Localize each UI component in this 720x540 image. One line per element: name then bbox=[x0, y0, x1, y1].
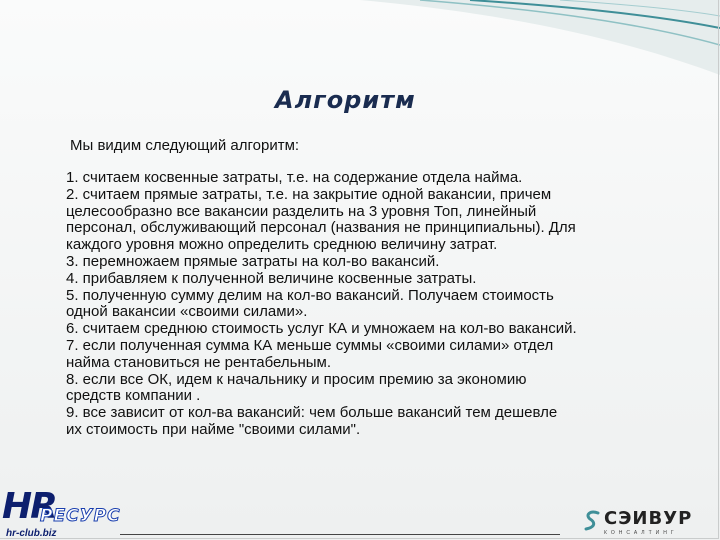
hr-resurs-logo bbox=[2, 486, 121, 540]
slide-title: Алгоритм bbox=[275, 86, 416, 114]
step-line: 2. считаем прямые затраты, т.е. на закрытие одной вакансии, причем bbox=[66, 185, 552, 203]
company-logo-icon bbox=[584, 510, 600, 532]
step-line: одной вакансии «своими силами». bbox=[66, 303, 308, 321]
step-line: персонал, обслуживающий персонал (названия не принципиальны). Для bbox=[66, 219, 576, 237]
step-line: 4. прибавляем к полученной величине косвенные затраты. bbox=[66, 269, 477, 287]
step-line: 6. считаем среднюю стоимость услуг КА и умножаем на кол-во вакансий. bbox=[66, 320, 577, 338]
step-line: 3. перемножаем прямые затраты на кол-во вакансий. bbox=[66, 252, 440, 270]
footer-divider bbox=[120, 534, 560, 535]
step-line: 5. полученную сумму делим на кол-во вакансий. Получаем стоимость bbox=[66, 286, 554, 304]
step-line: целесообразно все вакансии разделить на 3 уровня Топ, линейный bbox=[66, 202, 537, 220]
hr-logo-letters: HR bbox=[2, 486, 56, 527]
step-line: 9. все зависит от кол-ва вакансий: чем больше вакансий тем дешевле bbox=[66, 404, 558, 422]
company-logo-name: СЭИВУР bbox=[604, 508, 693, 529]
hr-logo-url: hr-club.biz bbox=[6, 528, 57, 539]
step-line: 1. считаем косвенные затраты, т.е. на содержание отдела найма. bbox=[66, 169, 523, 186]
company-logo bbox=[580, 508, 720, 540]
company-logo-sub: КОНСАЛТИНГ bbox=[604, 530, 678, 536]
step-line: средств компании . bbox=[66, 387, 201, 405]
intro-text: Мы видим следующий алгоритм: bbox=[70, 137, 300, 154]
step-line: их стоимость при найме "своими силами". bbox=[66, 420, 361, 438]
algorithm-steps bbox=[66, 170, 696, 439]
hr-logo-word: РЕСУРС bbox=[40, 506, 121, 526]
step-line: найма становиться не рентабельным. bbox=[66, 353, 332, 371]
corner-swoosh-decoration bbox=[0, 0, 720, 80]
step-line: каждого уровня можно определить среднюю величину затрат. bbox=[66, 236, 498, 254]
step-line: 7. если полученная сумма КА меньше суммы «своими силами» отдел bbox=[66, 336, 554, 354]
step-line: 8. если все ОК, идем к начальнику и просим премию за экономию bbox=[66, 370, 527, 388]
